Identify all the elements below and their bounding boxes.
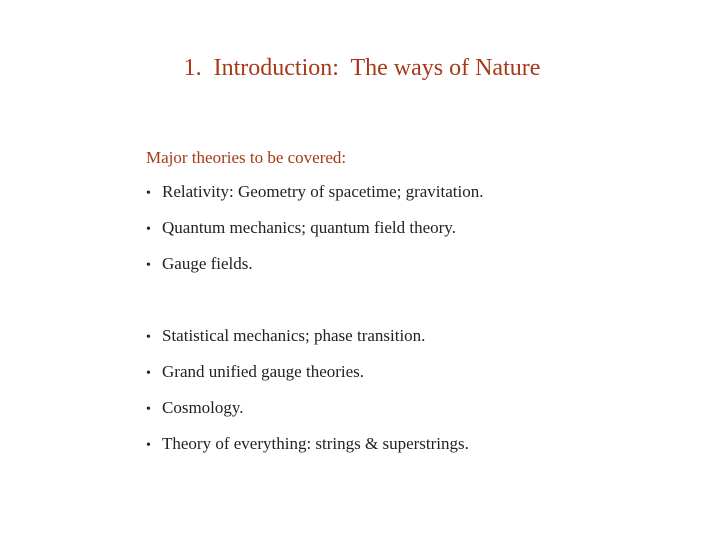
list-item-text: Gauge fields. [162, 254, 253, 273]
bullet-icon: • [146, 258, 151, 273]
bullet-icon: • [146, 366, 151, 381]
list-item [146, 361, 364, 385]
slide-subtitle: Major theories to be covered: [146, 148, 347, 167]
list-item-text: Relativity: Geometry of spacetime; gravitation. [162, 182, 484, 201]
list-item [146, 397, 244, 421]
list-item-text: Statistical mechanics; phase transition. [162, 326, 426, 345]
bullet-icon: • [146, 402, 151, 417]
list-item-text: Grand unified gauge theories. [162, 362, 365, 381]
list-item-text: Theory of everything: strings & superstrings. [162, 434, 469, 453]
list-item [146, 433, 469, 457]
list-item [146, 325, 425, 349]
list-item [146, 217, 456, 241]
bullet-icon: • [146, 186, 151, 201]
list-item-text: Quantum mechanics; quantum field theory. [162, 218, 456, 237]
bullet-icon: • [146, 222, 151, 237]
slide-title: 1. Introduction: The ways of Nature [183, 55, 541, 81]
list-item-text: Cosmology. [162, 398, 244, 417]
bullet-icon: • [146, 330, 151, 345]
bullet-icon: • [146, 438, 151, 453]
list-item [146, 181, 484, 205]
list-item [146, 253, 253, 277]
